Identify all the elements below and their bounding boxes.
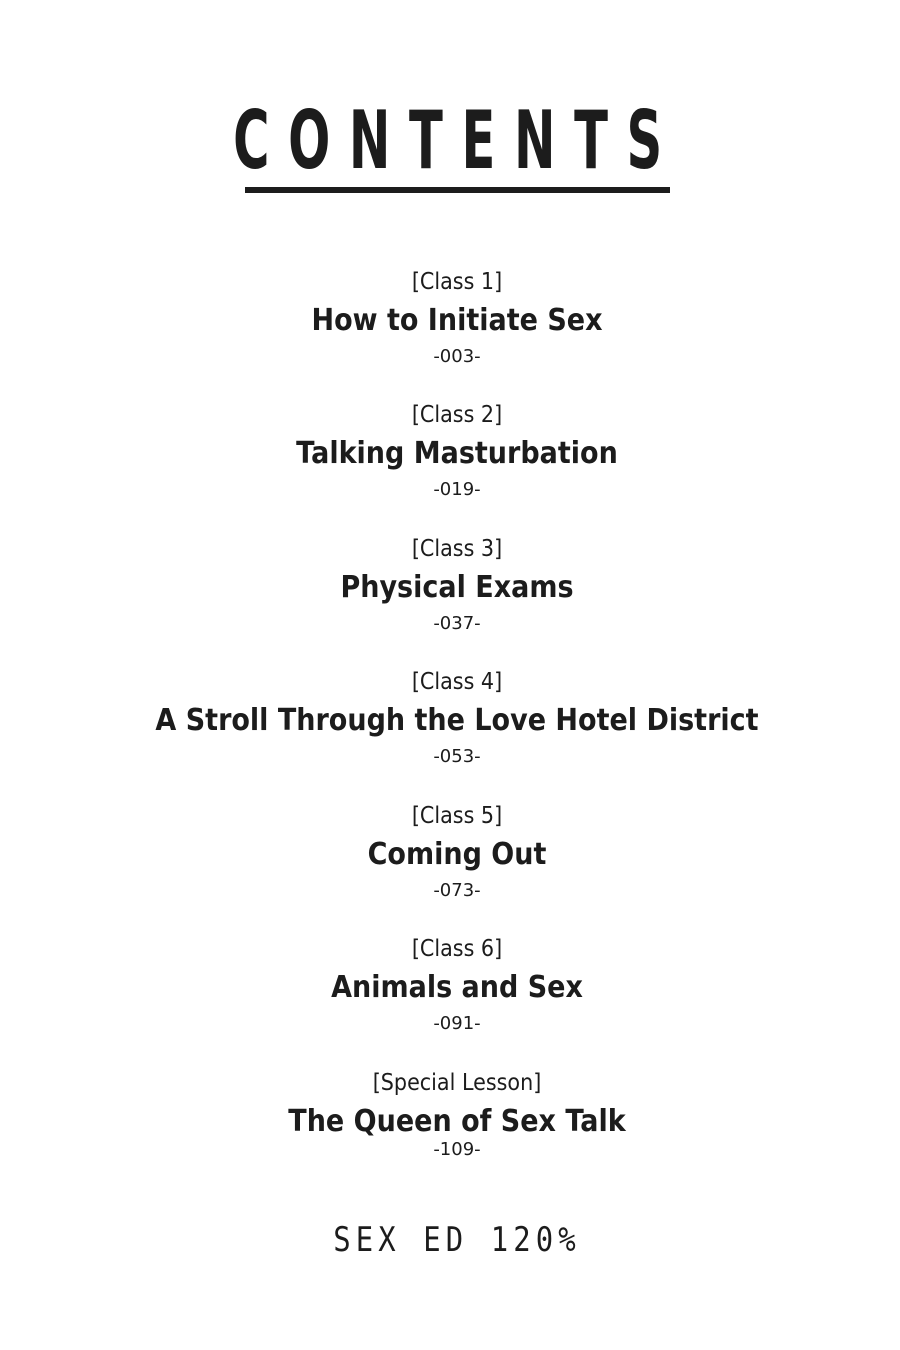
entry-heading: Animals and Sex [331, 970, 583, 1005]
entry-label: [Class 3] [411, 536, 503, 562]
entry-label: [Class 4] [411, 669, 503, 695]
title-underline [245, 187, 670, 193]
entry-heading: Talking Masturbation [296, 436, 618, 471]
entry-page-number: -109- [433, 1139, 481, 1160]
entry-page-number: -037- [433, 613, 481, 634]
toc-entry-class-1 [0, 268, 900, 369]
entry-page-number: -073- [433, 880, 481, 901]
entry-heading: How to Initiate Sex [311, 303, 603, 338]
entry-page-number: -003- [433, 346, 481, 367]
entry-page-number: -019- [433, 479, 481, 500]
toc-entry-class-2 [0, 401, 900, 502]
entry-heading: Coming Out [367, 837, 547, 872]
toc-entry-class-3 [0, 535, 900, 636]
entry-label: [Class 6] [411, 936, 503, 962]
entry-label: [Class 5] [411, 803, 503, 829]
entry-label: [Special Lesson] [372, 1070, 542, 1096]
entry-page-number: -091- [433, 1013, 481, 1034]
series-logo-text: SEX ED 120% [333, 1220, 581, 1260]
entry-heading: Physical Exams [340, 570, 574, 605]
page-title: CONTENTS [233, 94, 681, 187]
entry-label: [Class 1] [411, 269, 503, 295]
toc-entry-class-5 [0, 802, 900, 903]
toc-entry-class-6 [0, 935, 900, 1036]
entry-heading: The Queen of Sex Talk [288, 1104, 626, 1139]
entry-heading: A Stroll Through the Love Hotel District [155, 703, 759, 738]
toc-entry-class-4 [0, 668, 900, 769]
entry-page-number: -053- [433, 746, 481, 767]
entry-label: [Class 2] [411, 402, 503, 428]
toc-entry-special-lesson [0, 1069, 900, 1162]
